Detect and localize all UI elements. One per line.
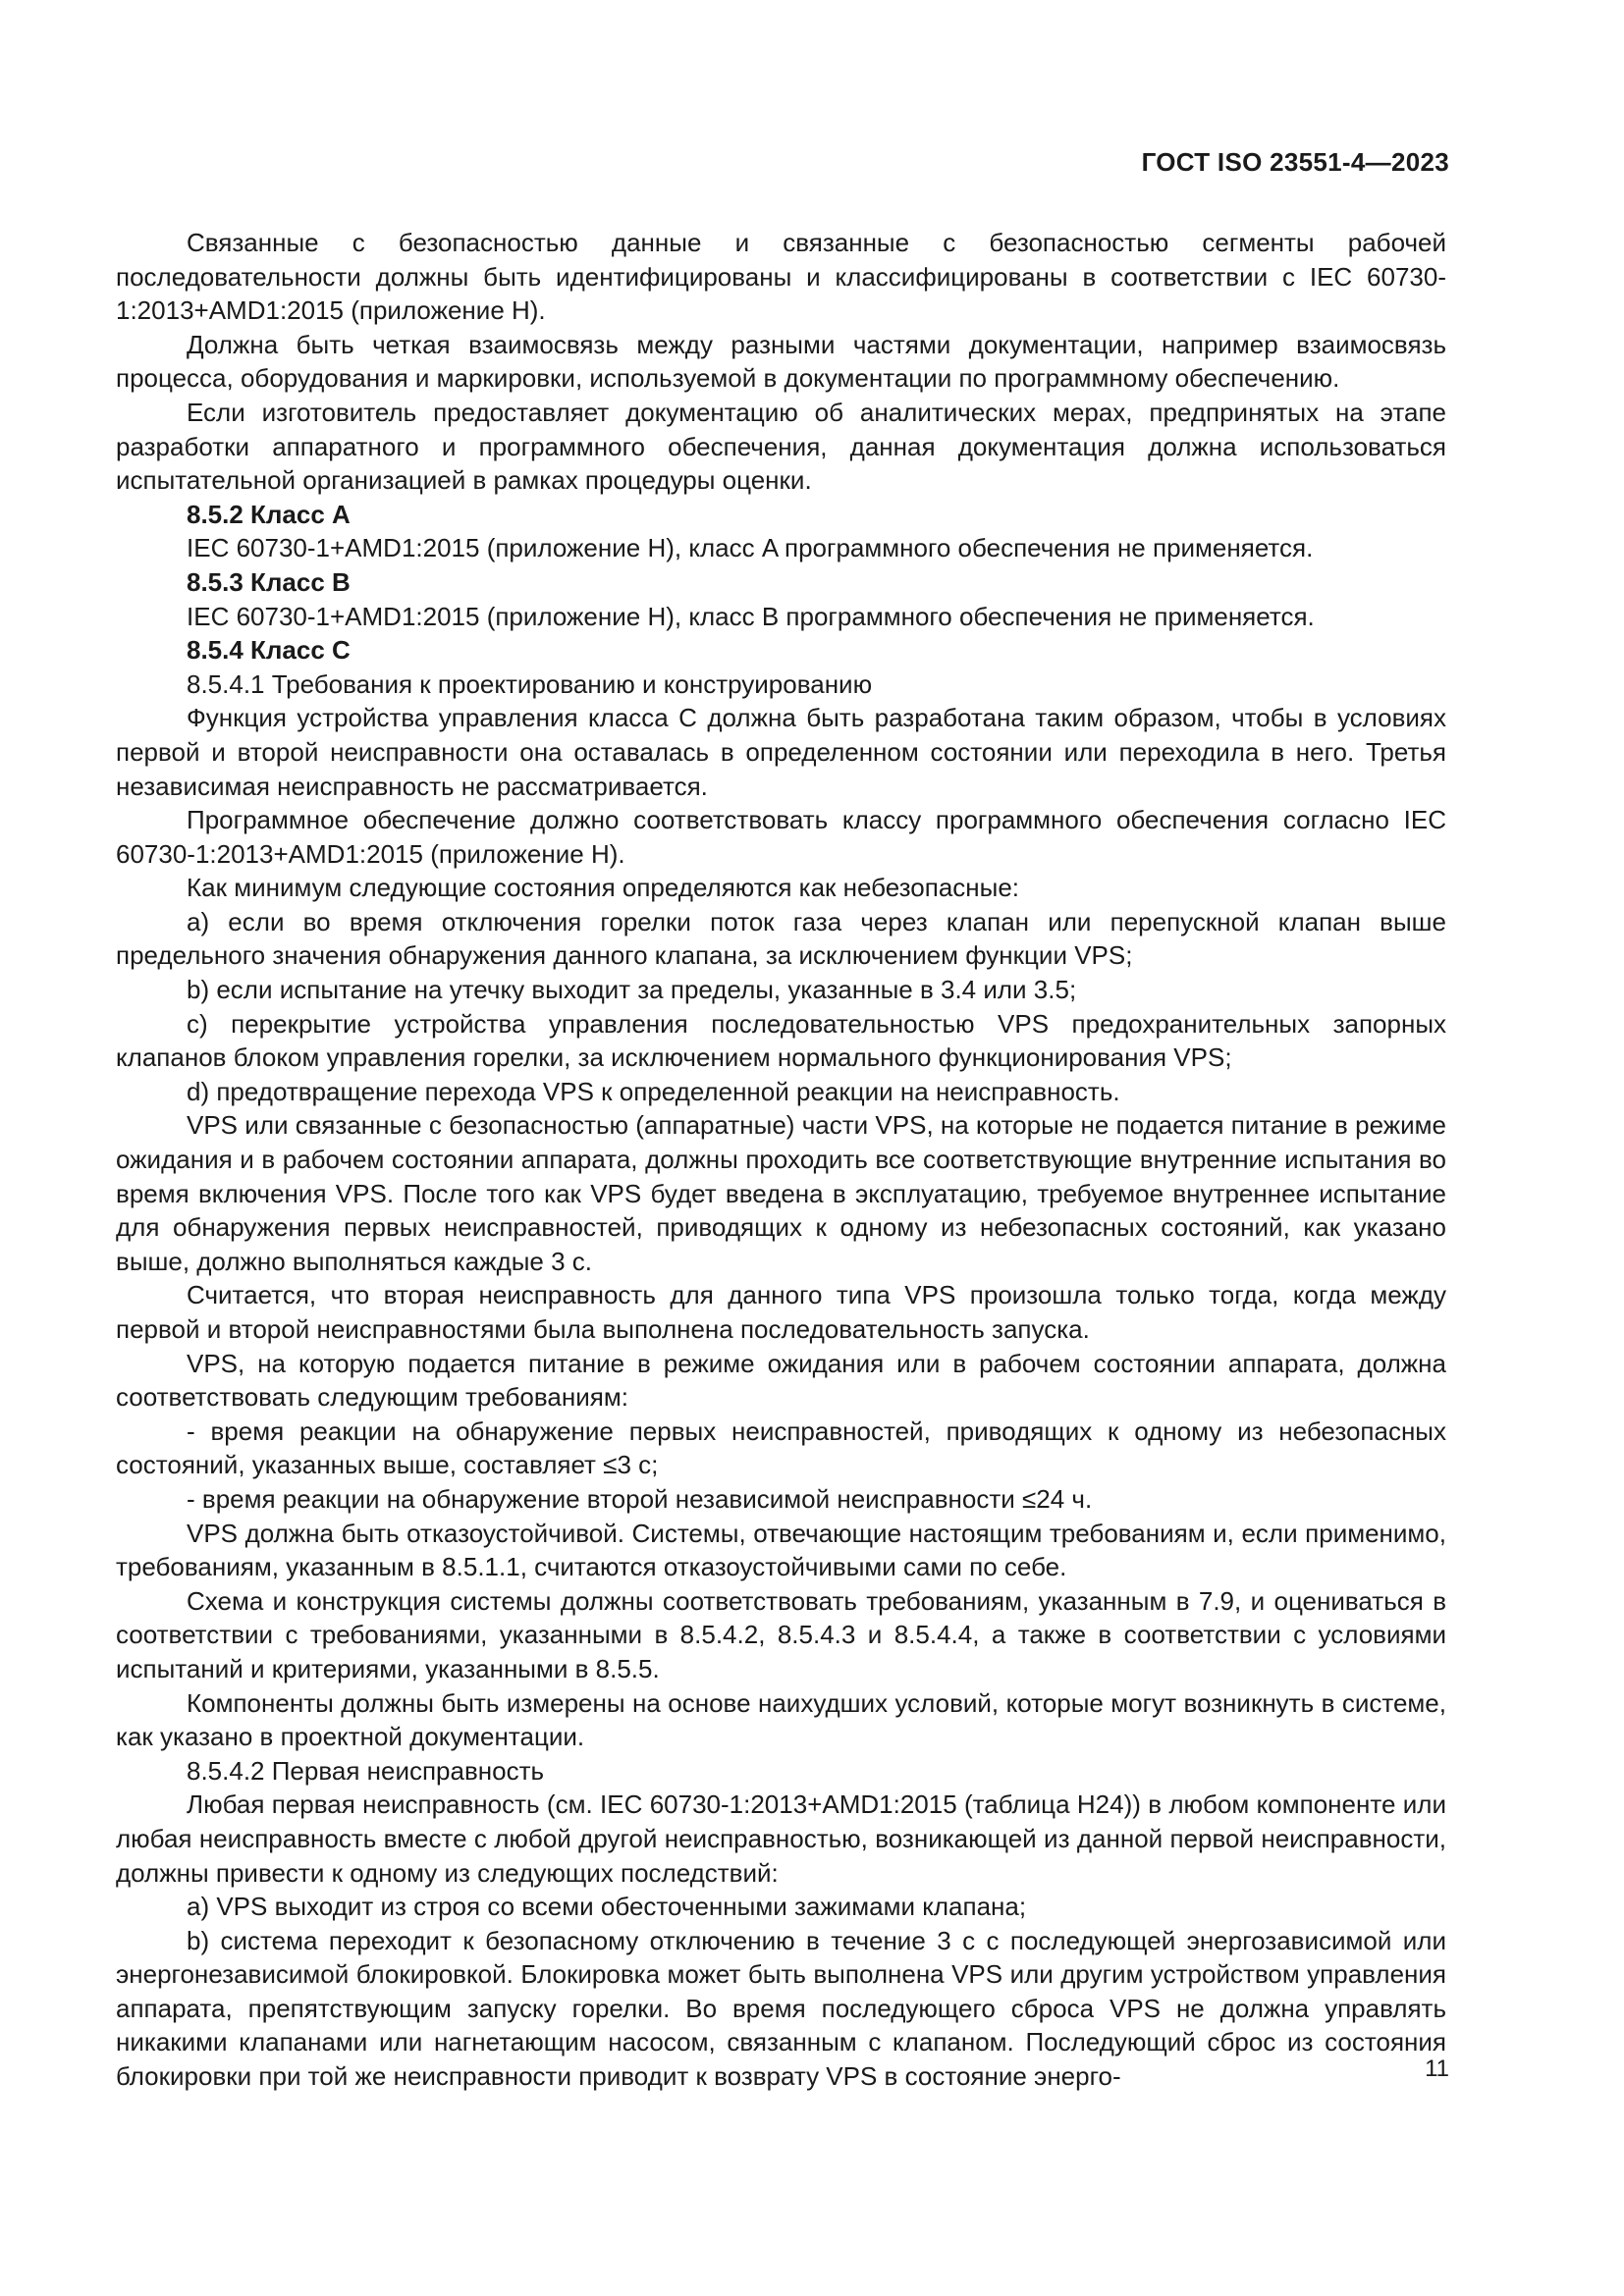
paragraph: VPS или связанные с безопасностью (аппаратные) части VPS, на которые не подается питание в режиме ожидания и в рабочем состоянии аппарата, должны проходить все соответствующие внутренние испытания во время включения VPS. После того как VPS будет введена в эксплуатацию, требуемое внутреннее испытание для обнаружения первых неисправностей, приводящих к одному из небезопасных состояний, как указано выше, должно выполняться каждые 3 с.: [116, 1110, 1446, 1276]
section-heading-8-5-4: 8.5.4 Класс C: [187, 635, 351, 666]
paragraph: Функция устройства управления класса C должна быть разработана таким образом, чтобы в условиях первой и второй неисправности она оставалась в определенном состоянии или переходила в него. Третья независимая неисправность не рассматривается.: [116, 703, 1446, 801]
list-item: d) предотвращение перехода VPS к определенной реакции на неисправность.: [187, 1076, 1120, 1106]
list-item: a) если во время отключения горелки поток газа через клапан или перепускной клапан выше предельного значения обнаружения данного клапана, за исключением функции VPS;: [116, 906, 1446, 971]
paragraph: IEC 60730-1+AMD1:2015 (приложение H), класс A программного обеспечения не применяется.: [187, 533, 1314, 563]
paragraph: Как минимум следующие состояния определяются как небезопасные:: [187, 873, 1020, 903]
paragraph: Связанные с безопасностью данные и связанные с безопасностью сегменты рабочей последовательности должны быть идентифицированы и классифицированы в соответствии с IEC 60730-1:2013+AMD1:2015 (приложение H).: [116, 228, 1446, 326]
document-body: [116, 226, 1446, 2094]
list-item: c) перекрытие устройства управления последовательностью VPS предохранительных запорных клапанов блоком управления горелки, за исключением нормального функционирования VPS;: [116, 1008, 1446, 1073]
list-item: b) система переходит к безопасному отключению в течение 3 с с последующей энергозависимой или энергонезависимой блокировкой. Блокировка может быть выполнена VPS или другим устройством управления аппарата, препятствующим запуску горелки. Во время последующего сброса VPS не должна управлять никакими клапанами или нагнетающим насосом, связанным с клапаном. Последующий сброс из состояния блокировки при той же неисправности приводит к возврату VPS в состояние энерго-: [116, 1925, 1446, 2092]
list-item: b) если испытание на утечку выходит за пределы, указанные в 3.4 или 3.5;: [187, 975, 1077, 1005]
section-heading-8-5-3: 8.5.3 Класс B: [187, 566, 351, 597]
list-item: - время реакции на обнаружение второй независимой неисправности ≤24 ч.: [187, 1483, 1093, 1514]
paragraph: Должна быть четкая взаимосвязь между разными частями документации, например взаимосвязь процесса, оборудования и маркировки, используемой в документации по программному обеспечению.: [116, 329, 1446, 394]
paragraph: Любая первая неисправность (см. IEC 60730-1:2013+AMD1:2015 (таблица H24)) в любом компоненте или любая неисправность вместе с любой другой неисправностью, возникающей из данной первой неисправности, должны привести к одному из следующих последствий:: [116, 1789, 1446, 1888]
paragraph: Если изготовитель предоставляет документацию об аналитических мерах, предпринятых на этапе разработки аппаратного и программного обеспечения, данная документация должна использоваться испытательной организацией в рамках процедуры оценки.: [116, 397, 1446, 496]
section-heading-8-5-2: 8.5.2 Класс A: [187, 499, 351, 529]
paragraph: Программное обеспечение должно соответствовать классу программного обеспечения согласно IEC 60730-1:2013+AMD1:2015 (приложение H).: [116, 805, 1446, 869]
paragraph: Схема и конструкция системы должны соответствовать требованиям, указанным в 7.9, и оцениваться в соответствии с требованиями, указанными в 8.5.4.2, 8.5.4.3 и 8.5.4.4, а также в соответствии с условиями испытаний и критериями, указанными в 8.5.5.: [116, 1585, 1446, 1683]
paragraph: IEC 60730-1+AMD1:2015 (приложение H), класс B программного обеспечения не применяется.: [187, 601, 1315, 631]
paragraph: Считается, что вторая неисправность для данного типа VPS произошла только тогда, когда между первой и второй неисправностями была выполнена последовательность запуска.: [116, 1280, 1446, 1344]
page-number: 11: [1425, 2056, 1449, 2082]
list-item: - время реакции на обнаружение первых неисправностей, приводящих к одному из небезопасных состояний, указанных выше, составляет ≤3 с;: [116, 1415, 1446, 1480]
subsection-heading-8-5-4-1: 8.5.4.1 Требования к проектированию и конструированию: [187, 668, 873, 699]
paragraph: VPS должна быть отказоустойчивой. Системы, отвечающие настоящим требованиям и, если применимо, требованиям, указанным в 8.5.1.1, считаются отказоустойчивыми сами по себе.: [116, 1518, 1446, 1582]
document-code-header: ГОСТ ISO 23551-4—2023: [1141, 147, 1449, 177]
paragraph: VPS, на которую подается питание в режиме ожидания или в рабочем состоянии аппарата, должна соответствовать следующим требованиям:: [116, 1348, 1446, 1413]
list-item: a) VPS выходит из строя со всеми обесточенными зажимами клапана;: [187, 1892, 1027, 1922]
paragraph: Компоненты должны быть измерены на основе наихудших условий, которые могут возникнуть в системе, как указано в проектной документации.: [116, 1687, 1446, 1752]
subsection-heading-8-5-4-2: 8.5.4.2 Первая неисправность: [187, 1755, 545, 1786]
